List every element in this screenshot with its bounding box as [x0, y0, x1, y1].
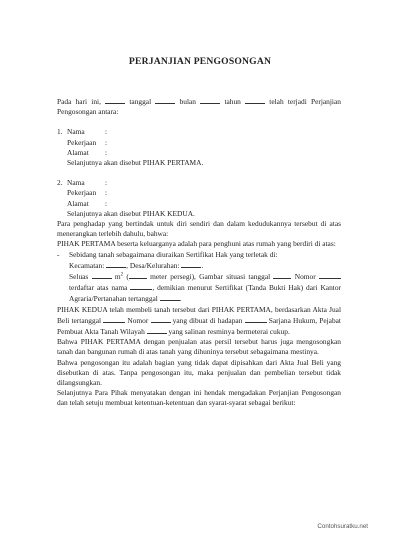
luas-text: m — [114, 272, 121, 282]
bullet-line — [69, 260, 278, 271]
blank-line — [103, 315, 125, 323]
field-colon: : — [105, 137, 108, 147]
field-colon: : — [105, 188, 108, 198]
party-fields — [67, 178, 113, 209]
field-label: Pekerjaan — [67, 188, 97, 198]
paragraph-pihak-kedua — [57, 305, 341, 338]
party-number: 2. — [57, 178, 63, 188]
bullet-mark: - — [57, 249, 60, 259]
field-colon: : — [105, 178, 108, 188]
intro-text: bulan — [179, 97, 196, 106]
period: . — [201, 260, 204, 270]
paragraph-selanjutnya: Selanjutnya Para Pihak menyatakan dengan ini hendak mengadakan Perjanjian Pengosongan dan telah setuju membuat ketentuan-ketentuan dan syarat-syarat sebagai berikut: — [57, 388, 341, 408]
desa-label: , Desa/Kelurahan: — [126, 260, 180, 270]
party-2-block — [57, 178, 341, 209]
field-label: Pekerjaan — [67, 137, 97, 147]
pihak-kedua-text: Sarjana Hukum, Pejabat Pembuat Akta Tanah Wilayah — [57, 315, 341, 337]
field-label: Alamat — [67, 147, 89, 157]
paragraph-intro: Para penghadap yang bertindak untuk diri sendiri dan dalam kedudukannya tersebut di atas menerangkan terlebih dahulu, bahwa: — [57, 219, 341, 239]
party-number: 1. — [57, 127, 63, 137]
blank-line — [151, 315, 171, 323]
document-title: PERJANJIAN PENGOSONGAN — [128, 56, 272, 67]
luas-text: Nomor — [294, 272, 316, 282]
blank-line — [160, 293, 182, 304]
luas-text: Seluas — [69, 272, 89, 282]
luas-text: . — [179, 294, 182, 304]
bullet-text — [69, 250, 278, 271]
paragraph-luas — [57, 271, 341, 305]
luas-text: , demikian menurut Sertifikat (Tanda Bukti Hak) dari Kantor Agraria/Pertanahan tertanggal — [69, 283, 341, 304]
paragraph-bahwa-1: Bahwa PIHAK PERTAMA dengan penjualan atas persil tersebut harus juga mengosongkan tanah dan bangunan rumah di atas tanah yang dihuninya tersebut sebagaimana mestinya. — [57, 337, 341, 357]
field-label: Nama — [67, 127, 85, 137]
blank-line — [155, 96, 175, 104]
luas-text: ( — [126, 272, 129, 282]
watermark-footer: Contohsuratku.net — [317, 523, 368, 530]
paragraph-bahwa-2: Bahwa pengosongan itu adalah bagian yang tidak dapat dipisahkan dari Akta Jual Beli yang disebutkan di atas. Tanpa pengosongan itu, maka penjualan dan pembelian tersebut tidak dilangsungkan. — [57, 357, 341, 388]
blank-line — [200, 96, 220, 104]
blank-line — [273, 271, 291, 279]
party-fields — [67, 127, 113, 158]
pihak-kedua-text: Nomor — [127, 315, 149, 325]
field-label: Nama — [67, 178, 85, 188]
blank-line — [130, 282, 152, 290]
pihak-kedua-text: yang dibuat di hadapan — [172, 315, 243, 325]
bullet-line: Sebidang tanah sebagaimana diuraikan Sertifikat Hak yang terletak di: — [69, 249, 278, 259]
blank-line — [106, 260, 126, 268]
field-colon: : — [105, 147, 108, 157]
intro-paragraph — [57, 96, 341, 117]
pihak-kedua-text: yang salinan resminya bermeterai cukup. — [168, 327, 290, 337]
field-colon: : — [105, 127, 108, 137]
bullet-item — [57, 250, 341, 271]
blank-line — [92, 271, 112, 279]
luas-text: terdaftar atas nama — [69, 283, 128, 293]
intro-text: tahun — [224, 97, 241, 106]
blank-line — [105, 96, 125, 104]
blank-line — [245, 96, 265, 104]
field-colon: : — [105, 198, 108, 208]
blank-line — [181, 260, 204, 270]
party-1-called: Selanjutnya akan disebut PIHAK PERTAMA. — [67, 158, 204, 168]
party-2-called: Selanjutnya akan disebut PIHAK KEDUA. — [67, 208, 195, 218]
document-body — [57, 96, 341, 409]
blank-line — [129, 271, 147, 279]
field-label: Alamat — [67, 198, 89, 208]
superscript: 2 — [120, 272, 124, 278]
blank-line — [319, 271, 341, 279]
intro-text: telah terjadi Perjanjian Pengosongan antara: — [57, 97, 341, 117]
luas-text: meter persegi), Gambar situasi tanggal — [150, 272, 271, 282]
paragraph-pihak-pertama: PIHAK PERTAMA beserta keluarganya adalah para penghuni atas rumah yang berdiri di atas: — [57, 239, 336, 249]
party-1-block — [57, 127, 341, 158]
pihak-kedua-text: PIHAK KEDUA telah membeli tanah tersebut dari PIHAK PERTAMA, berdasarkan Akta Jual Beli tertanggal — [57, 304, 341, 325]
blank-line — [245, 315, 267, 323]
kecamatan-label: Kecamatan: — [69, 260, 105, 270]
blank-line — [147, 326, 167, 334]
intro-text: Pada hari ini, — [57, 97, 101, 106]
intro-text: tanggal — [129, 97, 152, 106]
